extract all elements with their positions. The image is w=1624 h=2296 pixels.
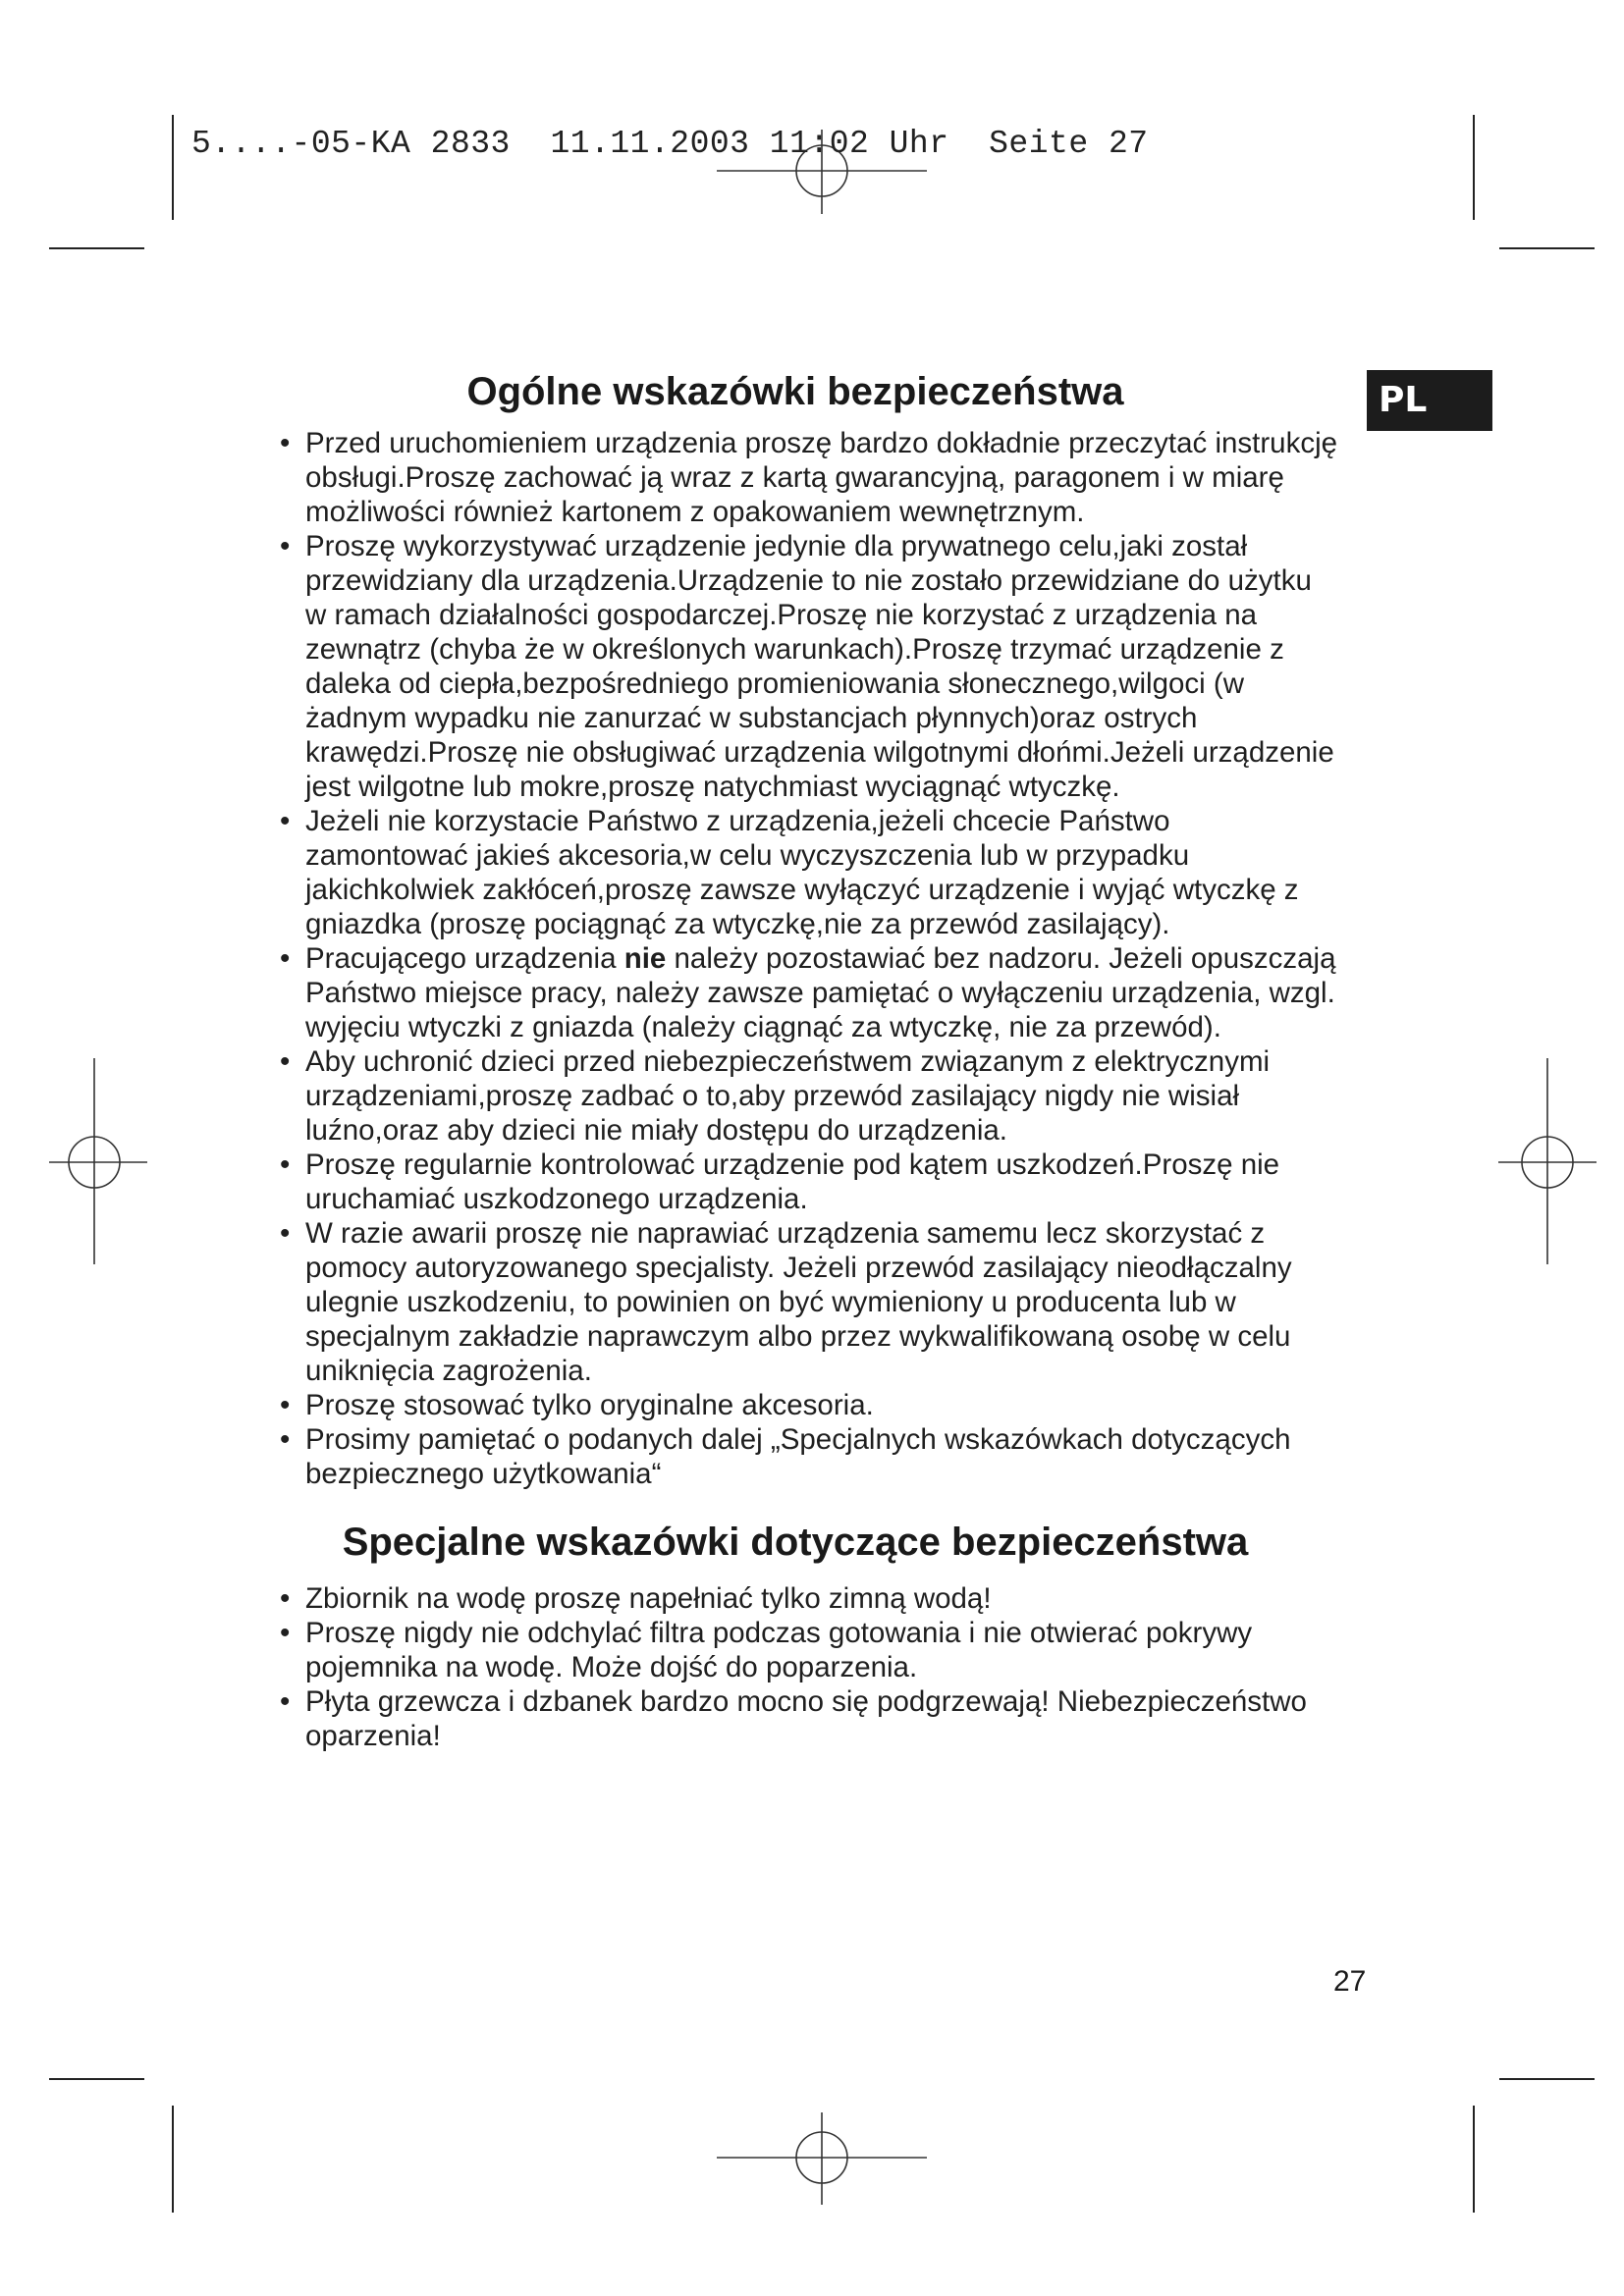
print-slug-header: 5....-05-KA 2833 11.11.2003 11:02 Uhr Seite 27 (191, 126, 1149, 162)
list-item: • Aby uchronić dzieci przed niebezpieczeństwem związanym z elektrycznymi urządzeniami,proszę zadbać o to,aby przewód zasilający nigdy nie wisiał luźno,oraz aby dzieci nie miały dostępu do urządzenia. (280, 1045, 1271, 1147)
page-number: 27 (1333, 1965, 1367, 1998)
list-item: • Proszę nigdy nie odchylać filtra podczas gotowania i nie otwierać pokrywy pojemnika na wodę. Może dojść do poparzenia. (280, 1617, 1253, 1683)
list-item: • Płyta grzewcza i dzbanek bardzo mocno się podgrzewają! Niebezpieczeństwo oparzenia! (280, 1685, 1307, 1752)
bullet-icon: • (280, 1148, 291, 1181)
bullet-icon: • (280, 1045, 291, 1078)
special-safety-list (250, 1581, 1340, 1753)
general-safety-list (250, 426, 1340, 1491)
list-item: • W razie awarii proszę nie naprawiać urządzenia samemu lecz skorzystać z pomocy autoryzowanego specjalisty. Jeżeli przewód zasilający nieodłączalny ulegnie uszkodzeniu, to powinien on być wymieniony u producenta lub w specjalnym zakładzie naprawczym albo przez wykwalifikowaną osobę w celu uniknięcia zagrożenia. (280, 1217, 1292, 1387)
section-title-general: Ogólne wskazówki bezpieczeństwa (466, 370, 1124, 413)
list-item: • Przed uruchomieniem urządzenia proszę bardzo dokładnie przeczytać instrukcję obsługi.Proszę zachować ją wraz z kartą gwarancyjną, paragonem i w miarę możliwości również kartonem z opakowaniem wewnętrznym. (280, 427, 1338, 528)
bullet-icon: • (280, 1582, 291, 1615)
list-item: • Proszę wykorzystywać urządzenie jedynie dla prywatnego celu,jaki został przewidziany dla urządzenia.Urządzenie to nie zostało przewidziane do użytku w ramach działalności gospodarczej.Proszę nie korzystać z urządzenia na zewnątrz (chyba że w określonych warunkach).Proszę trzymać urządzenie z daleka od ciepła,bezpośredniego promieniowania słonecznego,wilgoci (w żadnym wypadku nie zanurzać w substancjach płynnych)oraz ostrych krawędzi.Proszę nie obsługiwać urządzenia wilgotnymi dłońmi.Jeżeli urządzenie jest wilgotne lub mokre,proszę natychmiast wyciągnąć wtyczkę. (280, 530, 1334, 803)
bullet-icon: • (280, 1617, 291, 1649)
bullet-icon: • (280, 1423, 291, 1456)
bullet-icon: • (280, 1217, 291, 1250)
registration-mark-right (1498, 1058, 1597, 1264)
list-item: • Prosimy pamiętać o podanych dalej „Specjalnych wskazówkach dotyczących bezpiecznego użytkowania“ (280, 1423, 1291, 1490)
registration-mark-bottom (717, 2112, 927, 2205)
bullet-icon: • (280, 530, 291, 562)
page-content (250, 363, 1340, 1753)
bullet-icon: • (280, 1685, 291, 1718)
bullet-icon: • (280, 1389, 291, 1421)
list-item: • Pracującego urządzenia nie należy pozostawiać bez nadzoru. Jeżeli opuszczają Państwo miejsce pracy, należy zawsze pamiętać o wyłączeniu urządzenia, wzgl. wyjęciu wtyczki z gniazda (należy ciągnąć za wtyczkę, nie za przewód). (280, 942, 1336, 1043)
language-tab: PL (1367, 370, 1492, 431)
list-item: • Zbiornik na wodę proszę napełniać tylko zimną wodą! (280, 1582, 992, 1615)
section-title-special: Specjalne wskazówki dotyczące bezpieczeństwa (342, 1521, 1249, 1564)
list-item: • Jeżeli nie korzystacie Państwo z urządzenia,jeżeli chcecie Państwo zamontować jakieś akcesoria,w celu wyczyszczenia lub w przypadku jakichkolwiek zakłóceń,proszę zawsze wyłączyć urządzenie i wyjąć wtyczkę z gniazdka (proszę pociągnąć za wtyczkę,nie za przewód zasilający). (280, 805, 1299, 940)
bullet-icon: • (280, 942, 291, 975)
list-item: • Proszę stosować tylko oryginalne akcesoria. (280, 1389, 874, 1421)
registration-mark-left (49, 1058, 147, 1264)
bullet-icon: • (280, 427, 291, 459)
bullet-icon: • (280, 805, 291, 837)
list-item: • Proszę regularnie kontrolować urządzenie pod kątem uszkodzeń.Proszę nie uruchamiać uszkodzonego urządzenia. (280, 1148, 1280, 1215)
